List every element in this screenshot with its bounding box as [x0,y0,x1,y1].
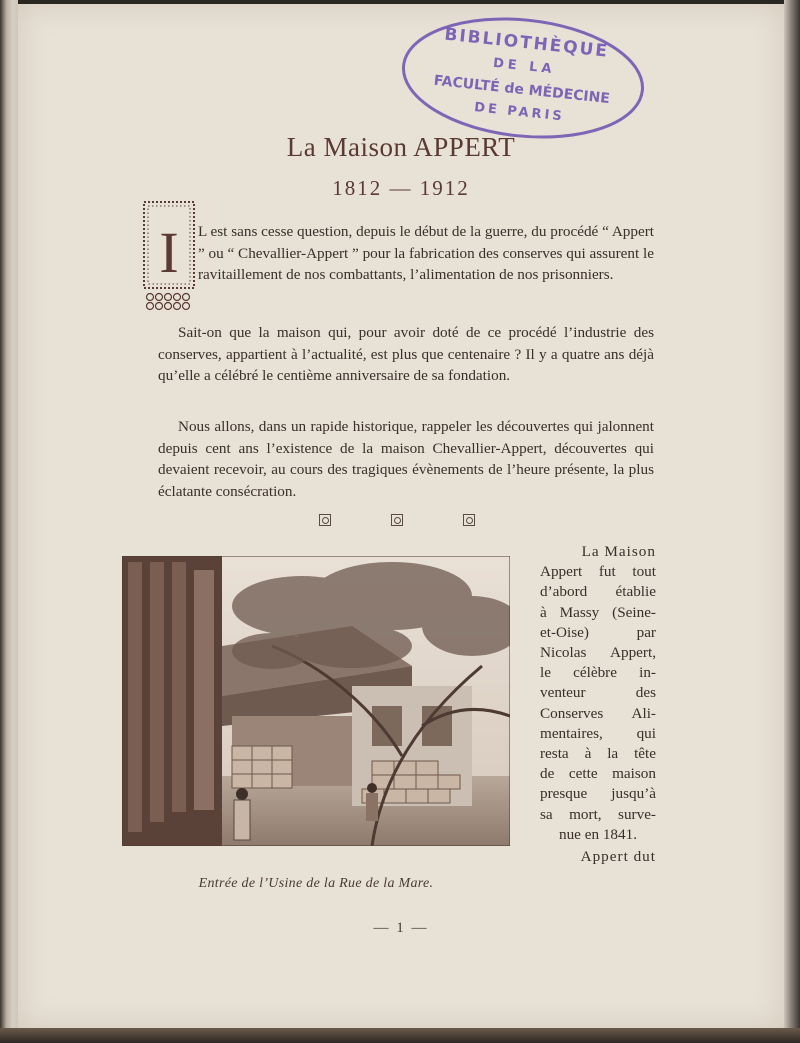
ornament-icon [319,514,331,526]
side-line: d’abord établie [540,583,656,601]
stamp-line-1: BIBLIOTHÈQUE [443,24,610,62]
paragraph-history: Nous allons, dans un rapide historique, rappeler les découvertes qui jalonnent depuis cent ans l’existence de la maison Chevallier-Appert, découvertes qui devaient recevoir, au cours des tragiques évènements de l’heure présente, la plus éclatante consécration. [158,418,654,500]
side-line: sa mort, surve- [540,805,656,823]
side-line: resta à la tête [540,745,656,763]
scan-bottom-edge [0,1028,800,1043]
ornament-icon [463,514,475,526]
page-fore-edge [784,0,800,1043]
ornament-icon [391,514,403,526]
photo-caption: Entrée de l’Usine de la Rue de la Mare. [198,876,434,891]
side-line: mentaires, qui [540,724,656,742]
side-line: La Maison [581,543,656,560]
factory-entrance-photo [122,556,510,846]
side-line: Nicolas Appert, [540,644,656,662]
side-line: et-Oise) par [540,623,656,641]
side-line: le célèbre in- [540,664,656,682]
drop-cap-initial [142,200,196,312]
book-page [18,4,784,1028]
side-line: à Massy (Seine- [540,603,656,621]
stamp-line-3: FACULTÉ de MÉDECINE [432,72,611,108]
page-number: — 1 — [373,920,429,936]
page-dates: 1812 — 1912 [332,176,470,200]
side-line: presque jusqu’à [540,785,656,803]
side-continuation: Appert dut [580,848,656,866]
scan-binding-edge [0,0,18,1043]
library-stamp [398,10,648,148]
drop-cap-letter: I [159,220,179,285]
paragraph-centenary: Sait-on que la maison qui, pour avoir doté de ce procédé l’industrie des conserves, appartient à l’actualité, est plus que centenaire ? Il y a quatre ans déjà qu’elle a célébré le centième anniversaire de sa fondation. [158,324,654,384]
side-line: de cette maison [540,765,656,783]
side-line: Appert fut tout [540,563,656,581]
page-title: La Maison APPERT [286,132,516,162]
stamp-line-4: DE PARIS [473,100,566,125]
side-line: nue en 1841. [558,825,638,843]
side-column-text [540,542,656,867]
stamp-line-2: DE LA [492,55,557,78]
paragraph-intro: L est sans cesse question, depuis le début de la guerre, du procédé “ Appert ” ou “ Chevallier-Appert ” pour la fabrication des conserves qui assurent le ravitaillement de nos combattants, l’alimentation de nos prisonniers. [198,223,654,283]
side-line: venteur des [540,684,656,702]
side-line: Conserves Ali- [540,704,656,722]
